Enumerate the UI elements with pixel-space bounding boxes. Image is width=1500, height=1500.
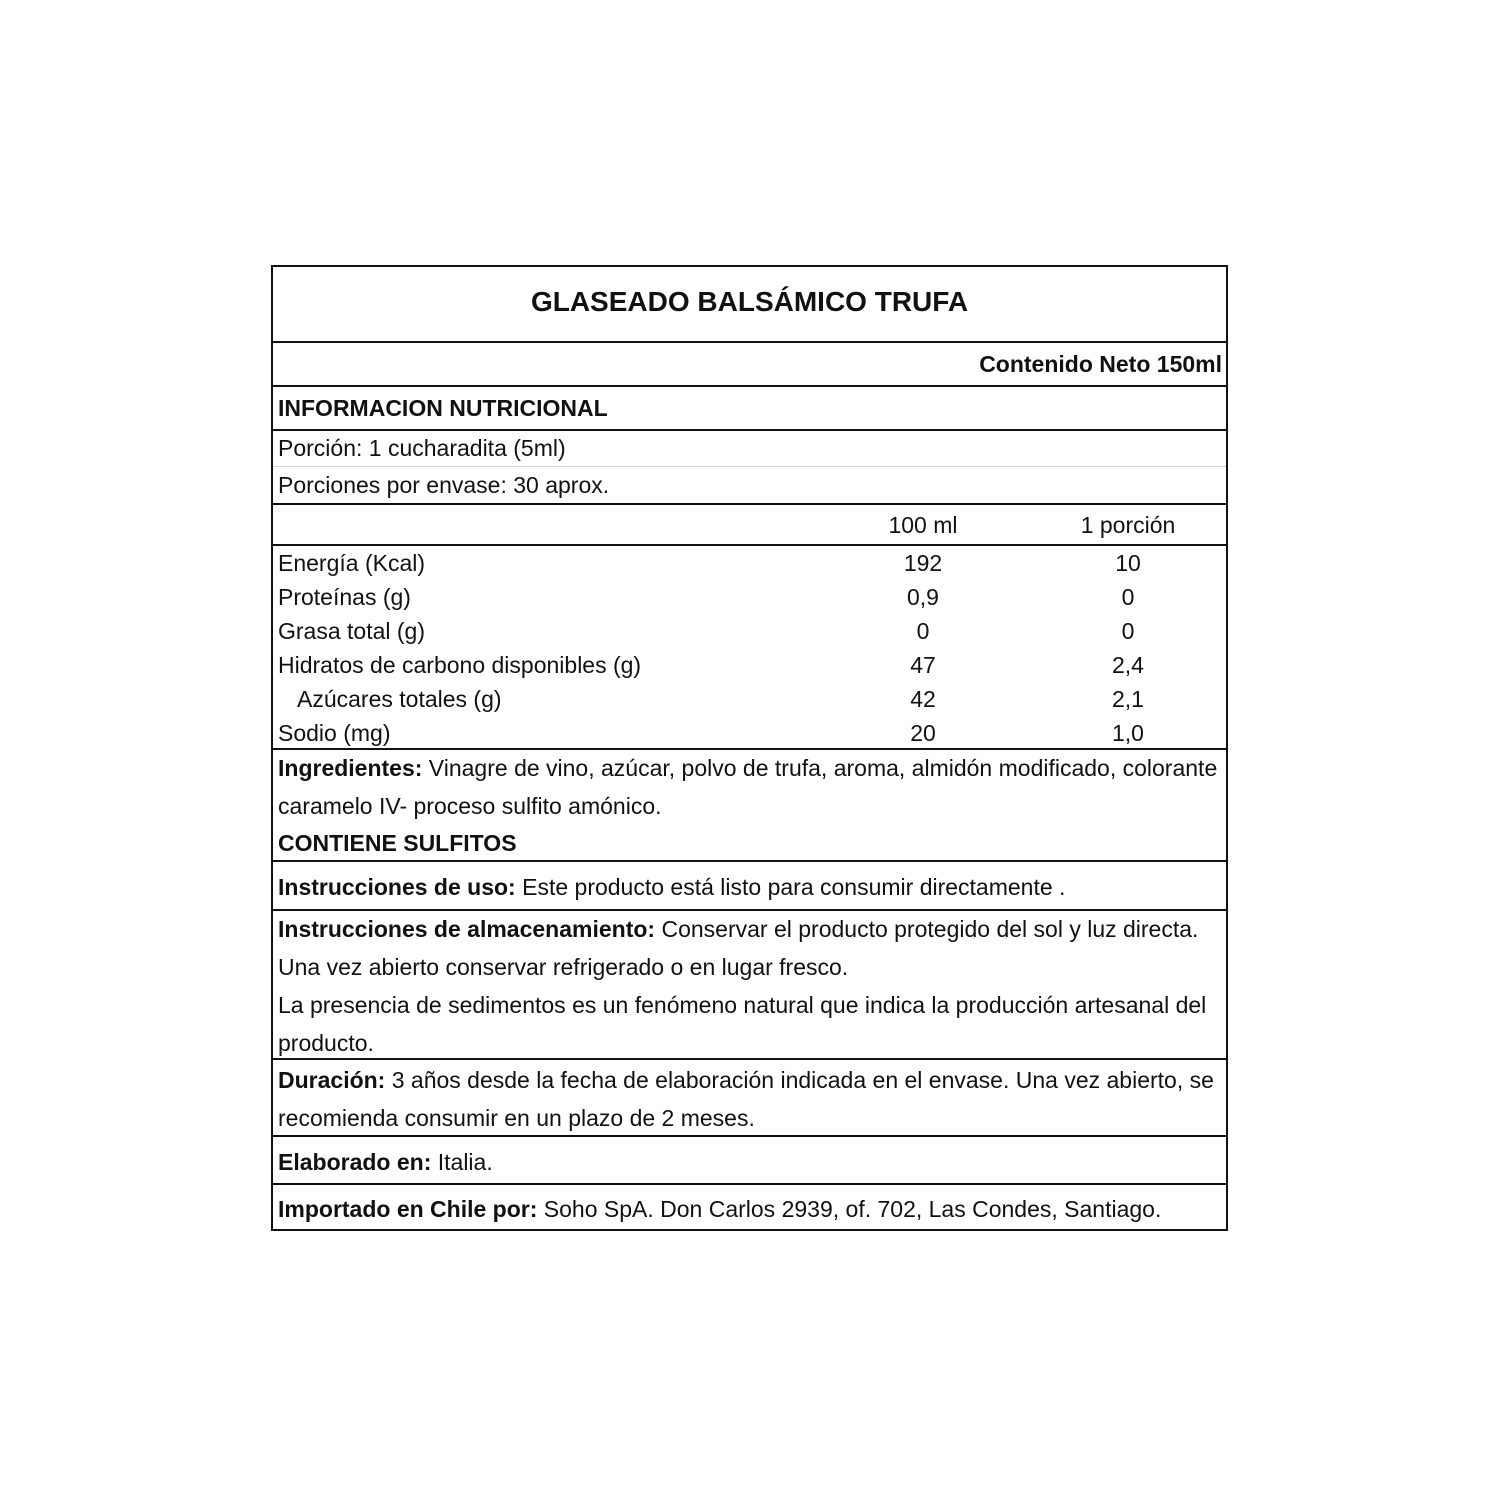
nutrient-name: Grasa total (g) bbox=[278, 618, 425, 644]
divider bbox=[273, 466, 1226, 467]
duration-section bbox=[278, 1061, 1218, 1137]
duration-text: 3 años desde la fecha de elaboración indicada en el envase. Una vez abierto, se recomienda consumir en un plazo de 2 meses. bbox=[278, 1067, 1214, 1131]
usage-section bbox=[278, 868, 1218, 906]
ingredients-label: Ingredientes: bbox=[278, 755, 423, 781]
nutrient-value-portion: 0 bbox=[1121, 584, 1135, 610]
portions-per-package: Porciones por envase: 30 aprox. bbox=[278, 472, 610, 498]
nutrient-value-100ml: 20 bbox=[910, 720, 936, 746]
made-in-label: Elaborado en: bbox=[278, 1149, 432, 1175]
portion-size: Porción: 1 cucharadita (5ml) bbox=[278, 435, 566, 461]
column-header-100ml: 100 ml bbox=[888, 512, 958, 538]
nutrient-value-portion: 1,0 bbox=[1112, 720, 1144, 746]
storage-label: Instrucciones de almacenamiento: bbox=[278, 916, 656, 942]
divider bbox=[273, 385, 1226, 387]
nutrient-name: Energía (Kcal) bbox=[278, 550, 426, 576]
nutrition-heading: INFORMACION NUTRICIONAL bbox=[278, 395, 608, 421]
nutrient-value-portion: 0 bbox=[1121, 618, 1135, 644]
storage-section bbox=[278, 910, 1218, 986]
made-in-section bbox=[278, 1147, 493, 1177]
divider bbox=[273, 1058, 1226, 1060]
nutrient-value-100ml: 0 bbox=[916, 618, 930, 644]
divider bbox=[273, 1183, 1226, 1185]
importer-section bbox=[278, 1194, 1161, 1224]
divider bbox=[273, 429, 1226, 431]
duration-label: Duración: bbox=[278, 1067, 386, 1093]
nutrient-value-portion: 2,1 bbox=[1112, 686, 1144, 712]
net-content: Contenido Neto 150ml bbox=[979, 351, 1222, 377]
column-header-portion: 1 porción bbox=[1080, 512, 1176, 538]
product-title: GLASEADO BALSÁMICO TRUFA bbox=[530, 286, 969, 317]
usage-text: Este producto está listo para consumir directamente . bbox=[515, 874, 1066, 900]
storage-text: Conservar el producto protegido del sol y luz directa. Una vez abierto conservar refrigerado o en lugar fresco. bbox=[278, 916, 1199, 980]
nutrient-value-portion: 2,4 bbox=[1112, 652, 1144, 678]
divider bbox=[273, 503, 1226, 505]
usage-label: Instrucciones de uso: bbox=[278, 874, 516, 900]
importer-text: Soho SpA. Don Carlos 2939, of. 702, Las Condes, Santiago. bbox=[537, 1196, 1162, 1222]
nutrition-label bbox=[271, 265, 1228, 1231]
divider bbox=[273, 860, 1226, 862]
ingredients-section bbox=[278, 749, 1218, 825]
nutrient-name: Sodio (mg) bbox=[278, 720, 391, 746]
nutrient-value-100ml: 0,9 bbox=[907, 584, 939, 610]
importer-label: Importado en Chile por: bbox=[278, 1196, 538, 1222]
nutrient-name: Hidratos de carbono disponibles (g) bbox=[278, 652, 642, 678]
nutrient-name: Azúcares totales (g) bbox=[297, 686, 502, 712]
sulfites-warning: CONTIENE SULFITOS bbox=[278, 830, 517, 856]
made-in-text: Italia. bbox=[431, 1149, 493, 1175]
nutrient-name: Proteínas (g) bbox=[278, 584, 411, 610]
nutrient-value-100ml: 42 bbox=[910, 686, 936, 712]
divider bbox=[273, 1135, 1226, 1137]
storage-note: La presencia de sedimentos es un fenómeno natural que indica la producción artesanal del producto. bbox=[278, 992, 1207, 1056]
nutrient-value-portion: 10 bbox=[1115, 550, 1141, 576]
nutrient-value-100ml: 47 bbox=[910, 652, 936, 678]
divider bbox=[273, 341, 1226, 343]
divider bbox=[273, 544, 1226, 546]
ingredients-text: Vinagre de vino, azúcar, polvo de trufa, aroma, almidón modificado, colorante caramelo IV- proceso sulfito amónico. bbox=[278, 755, 1218, 819]
nutrient-value-100ml: 192 bbox=[903, 550, 943, 576]
